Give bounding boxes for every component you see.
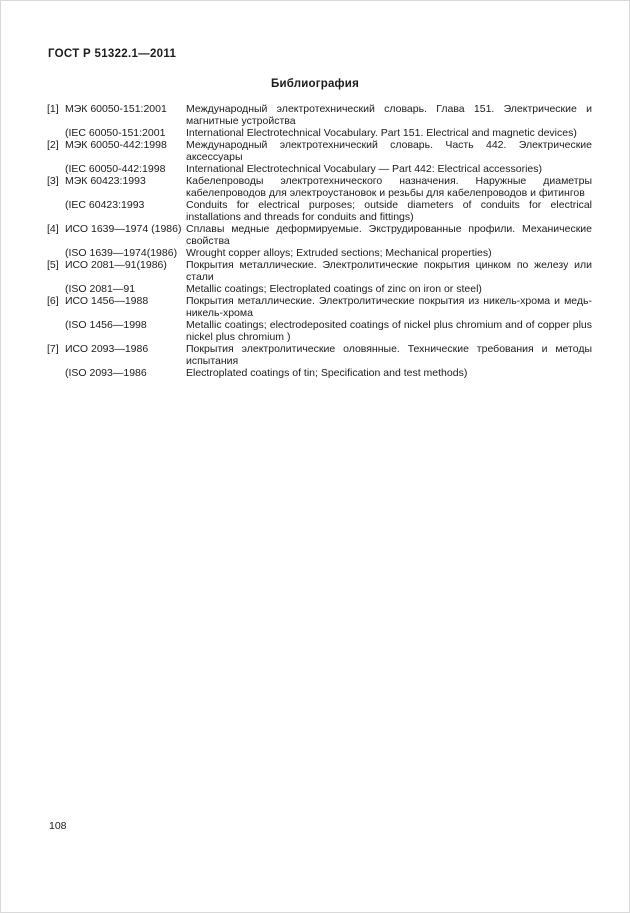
bibliography-entry-translation — [47, 283, 592, 295]
entry-code-ru: МЭК 60423:1993 — [65, 175, 146, 187]
entry-desc-ru: Покрытия металлические. Электролитические покрытия из никель-хрома и медь-никель-хрома — [186, 295, 592, 319]
bibliography-entry-translation — [47, 163, 592, 175]
entry-code-ru: МЭК 60050-442:1998 — [65, 139, 167, 151]
bibliography-entry — [47, 103, 592, 127]
entry-code-en: (IEC 60423:1993 — [65, 199, 145, 211]
entry-code-ru: ИСО 2093—1986 — [65, 343, 149, 355]
entry-code-en: (ISO 1639—1974(1986) — [65, 247, 178, 259]
entry-code-ru: МЭК 60050-151:2001 — [65, 103, 167, 115]
bibliography-entry-translation — [47, 319, 592, 343]
entry-desc-ru: Международный электротехнический словарь. Часть 442. Электрические аксессуары — [186, 139, 592, 163]
entry-code-en: (IEC 60050-151:2001 — [65, 127, 166, 139]
entry-ref: [3] — [47, 175, 59, 187]
entry-code-ru: ИСО 1456—1988 — [65, 295, 149, 307]
entry-code-en: (ISO 2081—91 — [65, 283, 136, 295]
bibliography-entry-translation — [47, 367, 592, 379]
bibliography-entry — [47, 259, 592, 283]
entry-code-en: (ISO 2093—1986 — [65, 367, 147, 379]
entry-desc-ru: Международный электротехнический словарь. Глава 151. Электрические и магнитные устройства — [186, 103, 592, 127]
entry-ref: [1] — [47, 103, 59, 115]
bibliography-entry — [47, 295, 592, 319]
bibliography-entry — [47, 139, 592, 163]
page-number: 108 — [49, 820, 67, 832]
bibliography-entry — [47, 343, 592, 367]
entry-desc-en: Conduits for electrical purposes; outside diameters of conduits for electrical installations and threads for conduits and fittings) — [186, 199, 592, 223]
entry-desc-en: International Electrotechnical Vocabulary. Part 151. Electrical and magnetic devices) — [186, 127, 577, 139]
bibliography-entry — [47, 175, 592, 199]
bibliography-list — [47, 103, 592, 379]
entry-ref: [7] — [47, 343, 59, 355]
entry-ref: [5] — [47, 259, 59, 271]
entry-code-ru: ИСО 2081—91(1986) — [65, 259, 167, 271]
section-title: Библиография — [270, 78, 359, 90]
entry-desc-ru: Сплавы медные деформируемые. Экструдированные профили. Механические свойства — [186, 223, 592, 247]
entry-desc-ru: Кабелепроводы электротехнического назначения. Наружные диаметры кабелепроводов для электроустановок и резьбы для кабелепроводов и фитингов — [186, 175, 592, 199]
entry-desc-en: International Electrotechnical Vocabulary — Part 442: Electrical accessories) — [186, 163, 543, 175]
bibliography-entry-translation — [47, 199, 592, 223]
bibliography-entry-translation — [47, 127, 592, 139]
entry-code-en: (ISO 1456—1998 — [65, 319, 147, 331]
bibliography-entry-translation — [47, 247, 592, 259]
entry-ref: [6] — [47, 295, 59, 307]
entry-code-en: (IEC 60050-442:1998 — [65, 163, 166, 175]
entry-desc-en: Electroplated coatings of tin; Specification and test methods) — [186, 367, 468, 379]
entry-desc-en: Wrought copper alloys; Extruded sections; Mechanical properties) — [186, 247, 492, 259]
entry-ref: [4] — [47, 223, 59, 235]
entry-desc-ru: Покрытия металлические. Электролитические покрытия цинком по железу или стали — [186, 259, 592, 283]
entry-desc-en: Metallic coatings; Electroplated coatings of zinc on iron or steel) — [186, 283, 482, 295]
entry-desc-ru: Покрытия электролитические оловянные. Технические требования и методы испытания — [186, 343, 592, 367]
entry-ref: [2] — [47, 139, 59, 151]
document-header: ГОСТ Р 51322.1—2011 — [48, 48, 177, 60]
bibliography-entry — [47, 223, 592, 247]
entry-code-ru: ИСО 1639—1974 (1986) — [65, 223, 182, 235]
entry-desc-en: Metallic coatings; electrodeposited coatings of nickel plus chromium and of copper plus nickel plus chromium ) — [186, 319, 592, 343]
